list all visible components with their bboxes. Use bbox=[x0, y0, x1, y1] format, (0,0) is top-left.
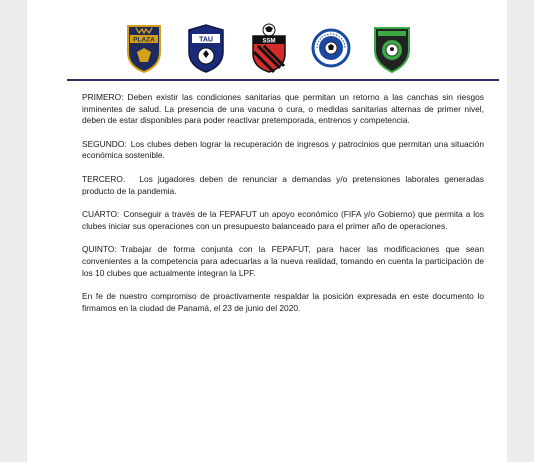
paragraph-text: Deben existir las condiciones sanitarias que permitan un retorno a las canchas sin riesgos inminentes de salud. La presencia de una vacuna o cura, o medidas sanitarias alternas de primer nivel, deben de estar disponibles para poder reactivar pretemporada, entrenos y competencia. bbox=[82, 92, 484, 126]
paragraph-text: En fe de nuestro compromiso de proactivamente respaldar la posición expresada en este documento lo firmamos en la ciudad de Panamá, el 23 de junio del 2020. bbox=[82, 291, 484, 313]
paragraph-label: SEGUNDO: bbox=[82, 138, 127, 149]
club-deportivo-universitario-crest-icon bbox=[311, 22, 351, 74]
paragraph-text: Los jugadores deben de renunciar a demandas y/o pretensiones laborales generadas producto de la pandemia. bbox=[82, 173, 484, 196]
paragraph-closing bbox=[82, 291, 484, 314]
paragraph-text: Trabajar de forma conjunta con la FEPAFUT, para hacer las modificaciones que sean convenientes a la competencia para adecuarlas a la nueva realidad, tomando en cuenta la participación de los 10 clubes que actualmente integran la LPF. bbox=[82, 244, 484, 278]
paragraph-tercero bbox=[82, 174, 484, 197]
tauro-fc-crest-icon bbox=[186, 22, 226, 74]
tauro-crest-text: TAU bbox=[199, 36, 213, 44]
paragraph-segundo bbox=[82, 139, 484, 162]
ssm-crest-text: SSM bbox=[262, 38, 276, 45]
sporting-san-miguelito-crest-icon bbox=[249, 22, 289, 74]
paragraph-label: CUARTO: bbox=[82, 209, 120, 220]
paragraph-text: Los clubes deben lograr la recuperación de ingresos y patrocinios que permitan una situación económica sostenible. bbox=[82, 138, 484, 161]
costa-del-este-crest-icon bbox=[372, 22, 412, 74]
paragraph-label: QUINTO: bbox=[82, 244, 117, 255]
paragraph-text: Conseguir a través de la FEPAFUT un apoyo económico (FIFA y/o Gobierno) que permita a los clubes iniciar sus operaciones con un presupuesto balanceado para el primer año de operaciones. bbox=[82, 209, 484, 231]
paragraph-primero bbox=[82, 92, 484, 127]
header-divider bbox=[67, 79, 499, 81]
document-page bbox=[27, 0, 507, 462]
club-logos-row bbox=[27, 22, 507, 78]
paragraph-label: TERCERO. bbox=[82, 173, 126, 184]
plaza-crest-text: PLAZA bbox=[133, 36, 155, 44]
plaza-amador-crest-icon bbox=[124, 22, 164, 74]
document-body bbox=[82, 92, 484, 326]
paragraph-cuarto bbox=[82, 209, 484, 232]
paragraph-label: PRIMERO: bbox=[82, 92, 124, 102]
paragraph-quinto bbox=[82, 244, 484, 279]
